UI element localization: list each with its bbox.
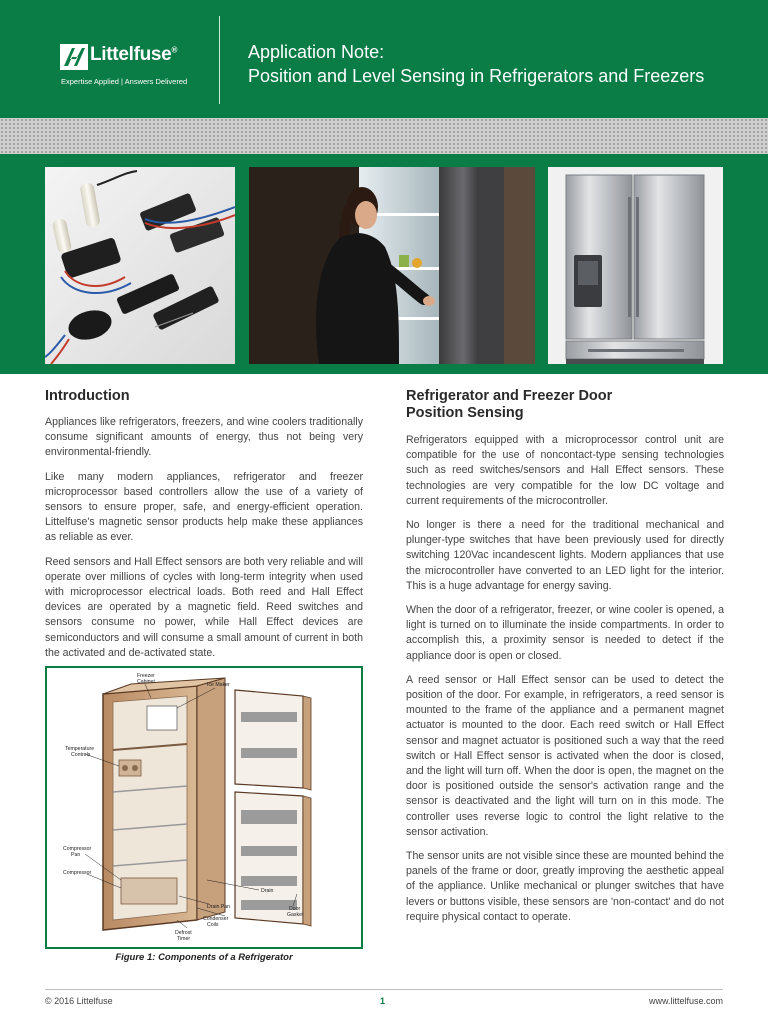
door-paragraph-2: No longer is there a need for the traditional mechanical and plunger-type switches that have been previously used for directly switching 120Vac incandescent lights. Modern appliances that use the microcontroller have converted to an LED light for the interior. This is a huge advantage for energy saving. — [406, 519, 724, 592]
registered-mark: ® — [171, 45, 178, 55]
door-paragraph-4: A reed sensor or Hall Effect sensor can be used to detect the position of the door. For example, in refrigerators, a reed sensor is mounted to the frame of the appliance and a permanent magnet actuator is mounted to the door. Each reed switch or Hall Effect sensor and magnet actuator is positioned such a way that the reed switch or Hall Effect sensor is activated when the door is closed, and the light will turn off. When the door is open, the magnet on the door is positioned outside the sensor's activation range and the sensor is deactivated and the light will turn on in this mode. The controller uses reverse logic to control the light relative to the sensor activation. — [406, 673, 724, 838]
introduction-heading: Introduction — [45, 388, 130, 404]
label-defrost-timer-1: Defrost — [175, 930, 192, 936]
label-door-gasket-1: Door — [289, 906, 301, 912]
footer-divider — [45, 989, 723, 990]
refrigerator-diagram — [47, 668, 361, 947]
intro-paragraph-3: Reed sensors and Hall Effect sensors are both very reliable and will operate over millions of cycles with long-term integrity when used with microprocessor electrical loads. Both reed and Hall Effect devices are operated by a magnetic field. Reed switches and sensors consume no power, while Hall Effect devices are semiconductors and will consume a small amount of current in both the activated and de-activated state. — [45, 555, 363, 659]
label-freezer-cabinet-1: Freezer — [137, 673, 155, 679]
label-temperature-controls-2: Controls — [71, 752, 91, 758]
door-paragraph-1: Refrigerators equipped with a microprocessor control unit are compatible for the use of noncontact-type sensing technologies such as reed switches/sensors and Hall Effect sensors. These technologies are very compatible for the low DC voltage and current requirements of the microcontroller. — [406, 434, 724, 507]
brand-tagline: Expertise Applied | Answers Delivered — [61, 77, 188, 86]
document-title — [248, 40, 704, 88]
refrigerator-components-figure — [45, 666, 363, 949]
footer-copyright: © 2016 Littelfuse — [45, 996, 113, 1006]
brand-name: Littelfuse — [90, 44, 172, 65]
intro-paragraph-1: Appliances like refrigerators, freezers, and wine coolers traditionally consume significant amounts of energy, thus not being very environmental-friendly. — [45, 416, 363, 459]
figure-caption: Figure 1: Components of a Refrigerator — [115, 952, 293, 963]
label-compressor-pan-1: Compressor — [63, 846, 92, 852]
label-defrost-timer-2: Timer — [177, 936, 191, 942]
label-freezer-cabinet-2: Cabinet — [137, 679, 155, 685]
door-sensing-heading-line-2: Position Sensing — [406, 405, 524, 421]
label-drain-pan: Drain Pan — [207, 904, 231, 910]
label-compressor: Compressor — [63, 870, 92, 876]
header-divider — [219, 16, 220, 104]
label-ice-maker: Ice Maker — [207, 682, 230, 688]
door-sensing-heading-line-1: Refrigerator and Freezer Door — [406, 388, 613, 404]
label-drain: Drain — [261, 888, 274, 894]
label-door-gasket-2: Gasket — [287, 912, 304, 918]
halftone-band — [0, 118, 768, 154]
footer-page-number: 1 — [380, 996, 386, 1006]
sensor-products-photo — [45, 167, 235, 364]
header-band — [0, 0, 768, 118]
label-condenser-coils-1: Condenser — [203, 916, 229, 922]
title-line-2: Position and Level Sensing in Refrigerators and Freezers — [248, 66, 705, 86]
footer-website-link[interactable]: www.littelfuse.com — [648, 996, 723, 1006]
door-sensing-heading — [406, 388, 724, 422]
label-condenser-coils-2: Coils — [207, 922, 219, 928]
intro-paragraph-2: Like many modern appliances, refrigerator and freezer microprocessor based controllers allow the use of a variety of sensors to ensure proper, safe, and energy-efficient operation. Littelfuse's magnetic sensor products help make these appliances as reliable as ever. — [45, 470, 363, 544]
introduction-section — [45, 388, 363, 670]
label-compressor-pan-2: Pan — [71, 852, 81, 858]
door-paragraph-3: When the door of a refrigerator, freezer, or wine cooler is opened, a light is turned on to illuminate the inside compartments. In order to accomplish this, a proximity sensor is needed to detect if the appliance door is open or closed. — [406, 604, 724, 662]
littelfuse-logo-icon — [60, 44, 88, 70]
woman-opening-refrigerator-photo — [249, 167, 535, 364]
door-position-sensing-section — [406, 388, 724, 934]
stainless-refrigerator-photo — [548, 167, 723, 364]
door-paragraph-5: The sensor units are not visible since these are mounted behind the panels of the frame or door, greatly improving the aesthetic appeal of the appliance. Unlike mechanical or plunger switches that have levers or buttons visible, these sensors are 'non-contact' and do not require physical contact to operate. — [406, 850, 725, 923]
title-line-1: Application Note: — [248, 42, 385, 62]
label-temperature-controls-1: Temperature — [65, 746, 95, 752]
